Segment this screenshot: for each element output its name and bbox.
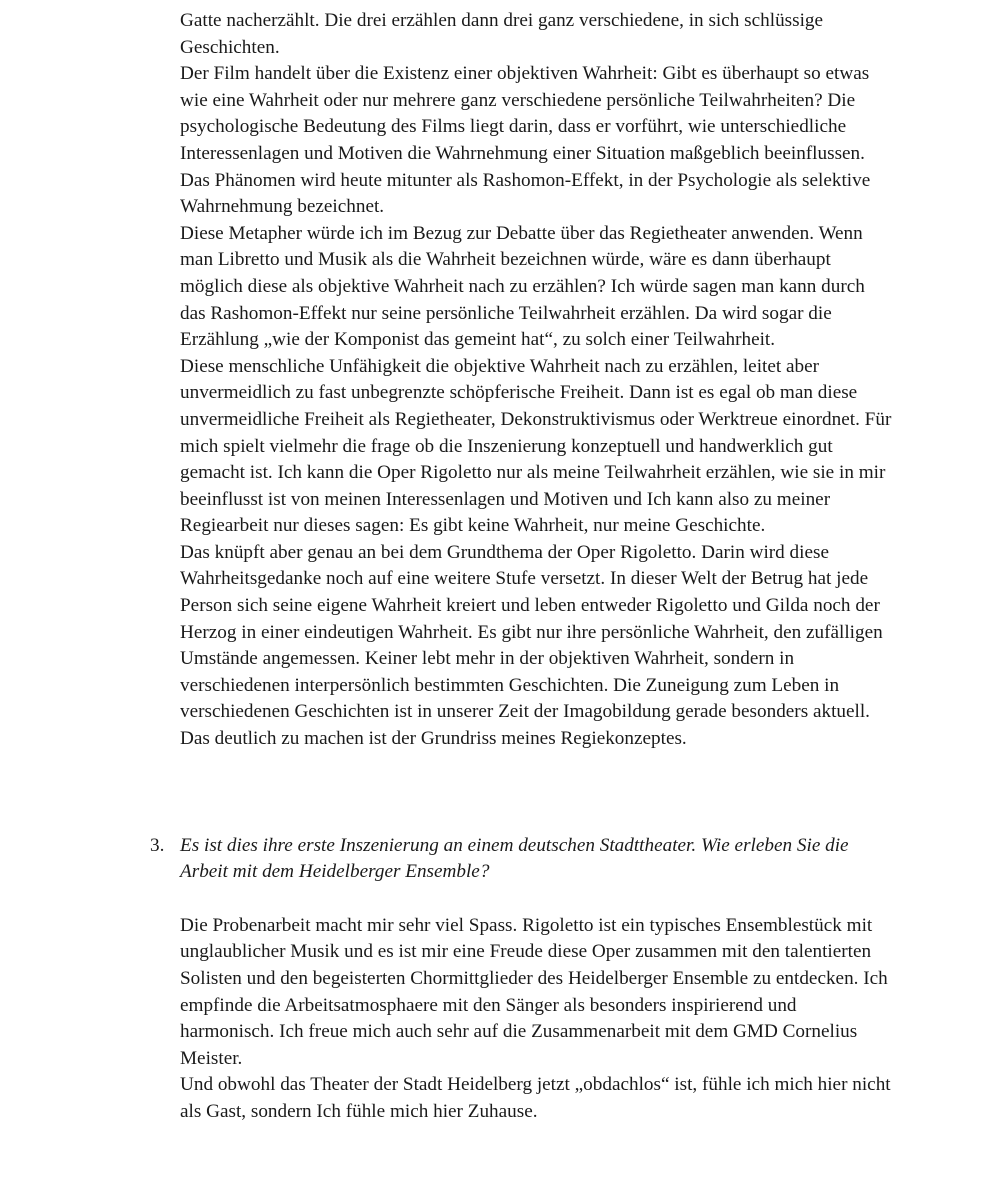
paragraph: Diese Metapher würde ich im Bezug zur Debatte über das Regietheater anwenden. Wenn man Libretto und Musik als die Wahrheit bezeichnen würde, wäre es dann überhaupt möglich diese als objektive Wahrheit nach zu erzählen? Ich würde sagen man kann durch das Rashomon-Effekt nur seine persönliche Teilwahrheit erzählen. Da wird sogar die Erzählung „wie der Komponist das gemeint hat“, zu solch einer Teilwahrheit. [180, 222, 865, 351]
answer-paragraph: Und obwohl das Theater der Stadt Heidelberg jetzt „obdachlos“ ist, fühle ich mich hier nicht als Gast, sondern Ich fühle mich hier Zuhause. [180, 1074, 891, 1122]
question-number: 3. [150, 834, 165, 856]
paragraph: Diese menschliche Unfähigkeit die objektive Wahrheit nach zu erzählen, leitet aber unvermeidlich zu fast unbegrenzte schöpferische Freiheit. Dann ist es egal ob man diese unvermeidliche Freiheit als Regietheater, Dekonstruktivismus oder Werktreue einordnet. Für mich spielt vielmehr die frage ob die Inszenierung konzeptuell und handwerklich gut gemacht ist. Ich kann die Oper Rigoletto nur als meine Teilwahrheit erzählen, wie sie in mir beeinflusst ist von meinen Interessenlagen und Motiven und Ich kann also zu meiner Regiearbeit nur dieses sagen: Es gibt keine Wahrheit, nur meine Geschichte. [180, 355, 892, 537]
answer-paragraph: Die Probenarbeit macht mir sehr viel Spass. Rigoletto ist ein typisches Ensemblestück mit unglaublicher Musik und es ist mir eine Freude diese Oper zusammen mit den talentierten Solisten und den begeisterten Chormittglieder des Heidelberger Ensemble zu entdecken. Ich empfinde die Arbeitsatmosphaere mit den Sänger als besonders inspirierend und harmonisch. Ich freue mich auch sehr auf die Zusammenarbeit mit dem GMD Cornelius Meister. [180, 914, 888, 1069]
document-page [150, 8, 892, 1126]
question-text: Es ist dies ihre erste Inszenierung an einem deutschen Stadttheater. Wie erleben Sie die Arbeit mit dem Heidelberger Ensemble? [180, 834, 849, 883]
section-spacer [180, 753, 892, 833]
interview-question [150, 833, 892, 886]
question-spacer [180, 886, 892, 913]
paragraph: Das knüpft aber genau an bei dem Grundthema der Oper Rigoletto. Darin wird diese Wahrheitsgedanke noch auf eine weitere Stufe versetzt. In dieser Welt der Betrug hat jede Person sich seine eigene Wahrheit kreiert und leben entweder Rigoletto und Gilda noch der Herzog in einer eindeutigen Wahrheit. Es gibt nur ihre persönliche Wahrheit, den zufälligen Umstände angemessen. Keiner lebt mehr in der objektiven Wahrheit, sondern in verschiedenen interpersönlich bestimmten Geschichten. Die Zuneigung zum Leben in verschiedenen Geschichten ist in unserer Zeit der Imagobildung gerade besonders aktuell. Das deutlich zu machen ist der Grundriss meines Regiekonzeptes. [180, 541, 883, 750]
paragraph: Der Film handelt über die Existenz einer objektiven Wahrheit: Gibt es überhaupt so etwas wie eine Wahrheit oder nur mehrere ganz verschiedene persönliche Teilwahrheiten? Die psychologische Bedeutung des Films liegt darin, dass er vorführt, wie unterschiedliche Interessenlagen und Motiven die Wahrnehmung einer Situation maßgeblich beeinflussen. Das Phänomen wird heute mitunter als Rashomon-Effekt, in der Psychologie als selektive Wahrnehmung bezeichnet. [180, 63, 871, 218]
paragraph: Gatte nacherzählt. Die drei erzählen dann drei ganz verschiedene, in sich schlüssige Geschichten. [180, 10, 824, 58]
